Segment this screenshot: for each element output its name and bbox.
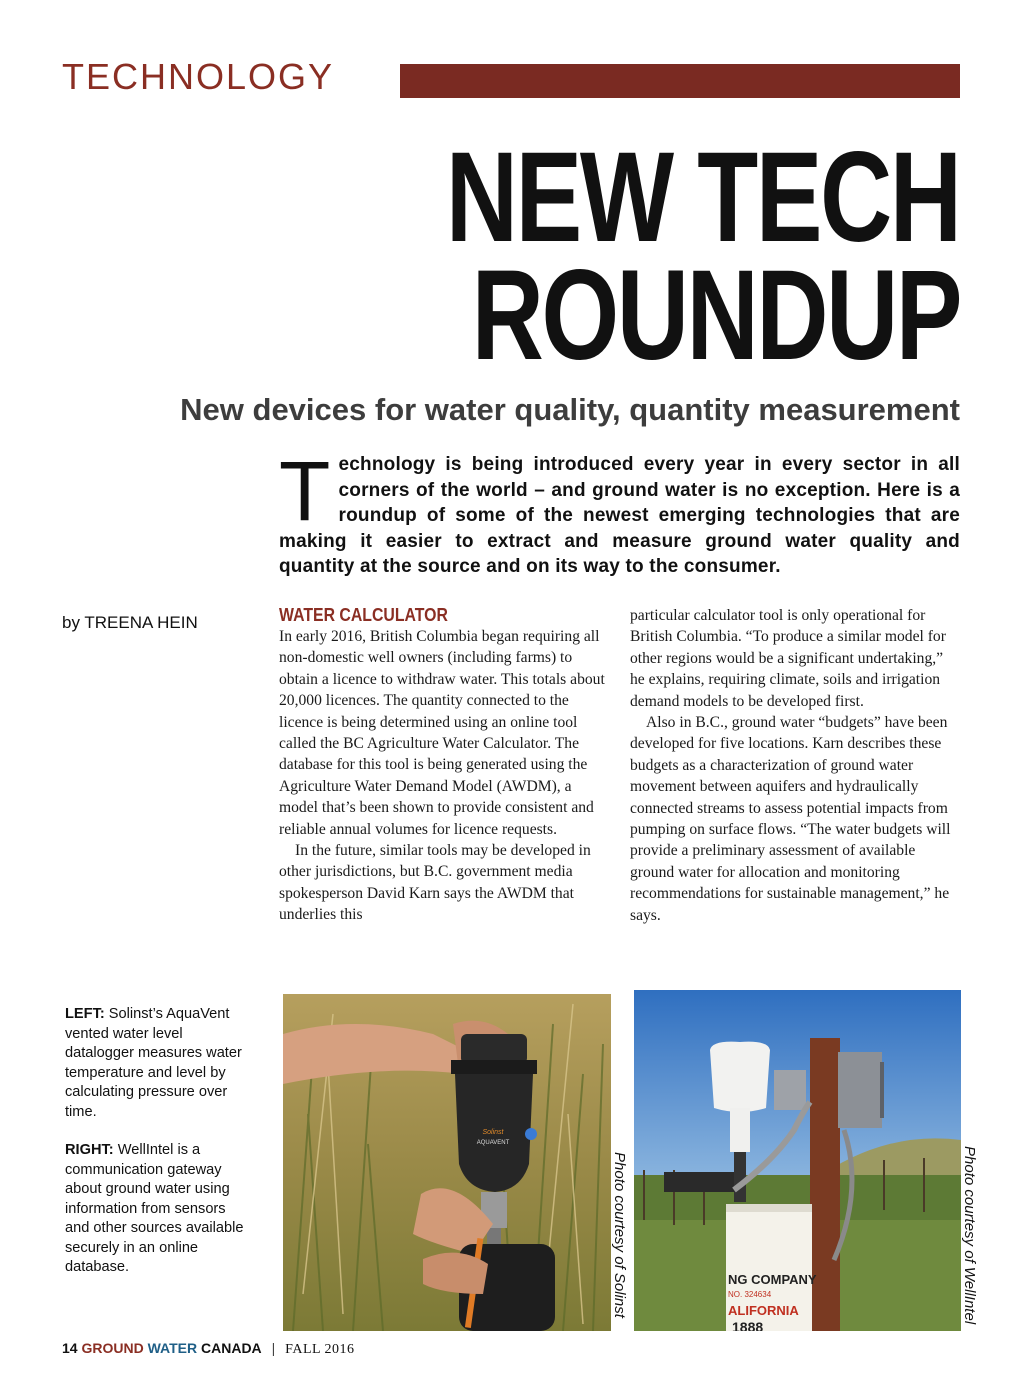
photo-captions — [65, 1005, 250, 1278]
tank-label-year: 1888 — [732, 1319, 764, 1331]
photo-credit-right: Photo courtesy of WellIntel — [961, 1146, 978, 1325]
publication-name-water: WATER — [147, 1340, 198, 1356]
section-label: TECHNOLOGY — [62, 56, 335, 97]
section-heading: WATER CALCULATOR — [279, 605, 448, 625]
intro-paragraph — [279, 444, 960, 580]
headline-line-1: NEW TECH — [446, 126, 960, 269]
device-label-model: AQUAVENT — [476, 1140, 510, 1146]
tank-label-state: ALIFORNIA — [728, 1303, 799, 1318]
photo-credit-left: Photo courtesy of Solinst — [611, 1152, 628, 1318]
caption-left — [65, 1005, 250, 1122]
page-footer — [62, 1340, 355, 1358]
caption-right — [65, 1141, 250, 1278]
tank-label-number: NO. 324634 — [728, 1290, 772, 1299]
article-paragraph: particular calculator tool is only operational for British Columbia. “To produce a similar model for other regions would be a significant undertaking,” he explains, requiring climate, soils and irrigation demand models to be developed first. — [630, 607, 946, 710]
intro-text: echnology is being introduced every year in every sector in all corners of the world – and ground water is no exception. Here is a roundup of some of the newest emerging technologies that are making it easier to extract and measure ground water quality and quantity at the source and on its way to the consumer. — [279, 454, 960, 578]
article-paragraph: In early 2016, British Columbia began requiring all non-domestic well owners (including farms) to obtain a licence to withdraw water. This totals about 20,000 licences. The quantity connected to the licence is being determined using an online tool called the BC Agriculture Water Calculator. The database for this tool is being generated using the Agriculture Water Demand Model (AWDM), a model that’s been shown to provide consistent and reliable annual volumes for licence requests. — [279, 628, 605, 838]
section-rule — [400, 64, 960, 98]
subheadline: New devices for water quality, quantity measurement — [180, 392, 960, 427]
byline: by TREENA HEIN — [62, 613, 198, 632]
headline-line-2: ROUNDUP — [471, 244, 960, 387]
publication-name-canada: CANADA — [201, 1340, 262, 1356]
page-number: 14 — [62, 1340, 78, 1356]
photo-wellintel — [634, 990, 961, 1331]
device-label-brand: Solinst — [482, 1129, 504, 1136]
tank-label-company: NG COMPANY — [728, 1272, 817, 1287]
article-column-left — [279, 605, 609, 926]
drop-cap: T — [279, 444, 331, 538]
article-paragraph: In the future, similar tools may be developed in other jurisdictions, but B.C. government media spokesperson David Karn says the AWDM that underlies this — [279, 842, 591, 924]
publication-name-ground: GROUND — [81, 1340, 144, 1356]
photo-wellintel-image — [634, 990, 961, 1331]
caption-left-label: LEFT: — [65, 1006, 105, 1022]
caption-right-text: WellIntel is a communication gateway about ground water using information from sensors and other sources available securely in an online database. — [65, 1142, 244, 1275]
caption-left-text: Solinst’s AquaVent vented water level datalogger measures water temperature and level by calculating pressure over time. — [65, 1006, 242, 1120]
footer-separator: | — [271, 1340, 276, 1356]
article-paragraph: Also in B.C., ground water “budgets” have been developed for five locations. Karn describes these budgets as a characterization of ground water movement between aquifers and hydraulically connected streams to assess potential impacts from pumping on surface flows. “The water budgets will provide a preliminary assessment of available ground water for allocation and monitoring recommendations for sustainable management,” he says. — [630, 714, 951, 924]
caption-right-label: RIGHT: — [65, 1142, 114, 1158]
photo-datalogger-image — [283, 994, 611, 1331]
article-column-right — [630, 605, 960, 926]
issue-date: FALL 2016 — [285, 1342, 355, 1357]
photo-datalogger — [283, 994, 611, 1331]
